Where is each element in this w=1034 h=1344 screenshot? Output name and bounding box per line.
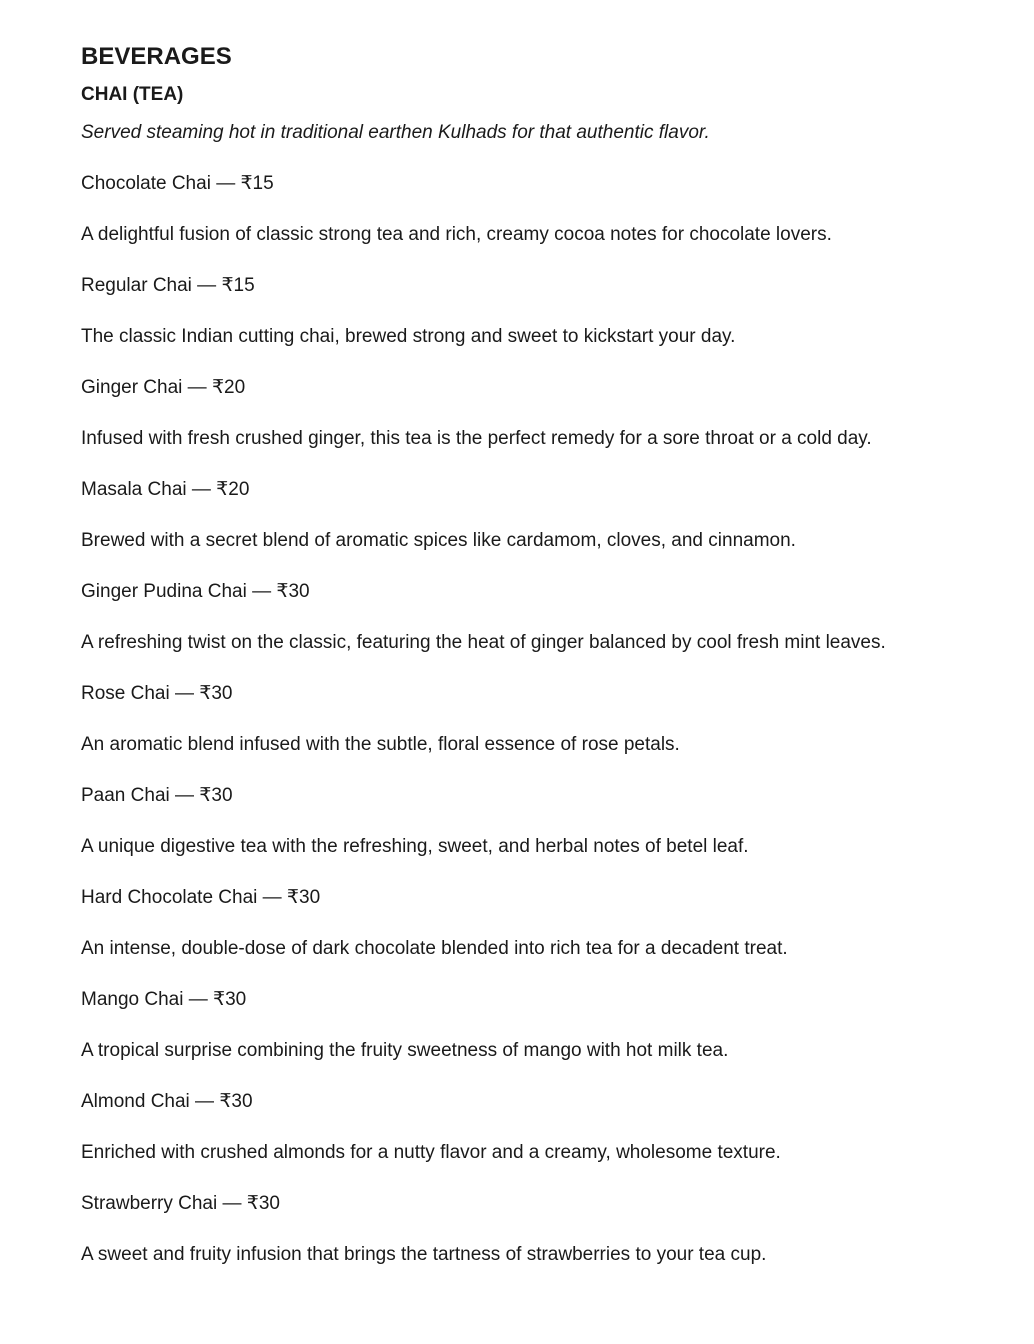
menu-item [81, 679, 1034, 759]
item-description: The classic Indian cutting chai, brewed strong and sweet to kickstart your day. [81, 326, 736, 347]
item-name: Ginger Chai — ₹20 [81, 377, 246, 398]
subsection-title: CHAI (TEA) [81, 84, 184, 105]
item-description: A refreshing twist on the classic, featuring the heat of ginger balanced by cool fresh mint leaves. [81, 632, 886, 653]
item-name: Almond Chai — ₹30 [81, 1091, 253, 1112]
menu-item [81, 883, 1034, 963]
item-name: Rose Chai — ₹30 [81, 683, 233, 704]
section-title: BEVERAGES [81, 43, 232, 70]
item-description: Brewed with a secret blend of aromatic spices like cardamom, cloves, and cinnamon. [81, 530, 796, 551]
item-description: An aromatic blend infused with the subtle, floral essence of rose petals. [81, 734, 680, 755]
menu-item [81, 169, 1034, 249]
item-description: Enriched with crushed almonds for a nutty flavor and a creamy, wholesome texture. [81, 1142, 781, 1163]
menu-item [81, 373, 1034, 453]
item-description: An intense, double-dose of dark chocolate blended into rich tea for a decadent treat. [81, 938, 788, 959]
item-name: Regular Chai — ₹15 [81, 275, 255, 296]
item-description: A sweet and fruity infusion that brings the tartness of strawberries to your tea cup. [81, 1244, 767, 1265]
item-name: Strawberry Chai — ₹30 [81, 1193, 280, 1214]
menu-item [81, 271, 1034, 351]
intro-text: Served steaming hot in traditional earthen Kulhads for that authentic flavor. [81, 122, 710, 143]
item-name: Ginger Pudina Chai — ₹30 [81, 581, 310, 602]
menu-item [81, 475, 1034, 555]
item-name: Hard Chocolate Chai — ₹30 [81, 887, 321, 908]
menu-item [81, 1087, 1034, 1167]
item-description: Infused with fresh crushed ginger, this tea is the perfect remedy for a sore throat or a cold day. [81, 428, 872, 449]
menu-item [81, 577, 1034, 657]
item-name: Masala Chai — ₹20 [81, 479, 250, 500]
menu-items [81, 169, 1034, 1269]
menu-item [81, 985, 1034, 1065]
item-name: Chocolate Chai — ₹15 [81, 173, 274, 194]
item-description: A delightful fusion of classic strong tea and rich, creamy cocoa notes for chocolate lovers. [81, 224, 832, 245]
item-name: Mango Chai — ₹30 [81, 989, 247, 1010]
item-description: A tropical surprise combining the fruity sweetness of mango with hot milk tea. [81, 1040, 729, 1061]
item-name: Paan Chai — ₹30 [81, 785, 233, 806]
item-description: A unique digestive tea with the refreshing, sweet, and herbal notes of betel leaf. [81, 836, 749, 857]
menu-item [81, 1189, 1034, 1269]
menu-item [81, 781, 1034, 861]
